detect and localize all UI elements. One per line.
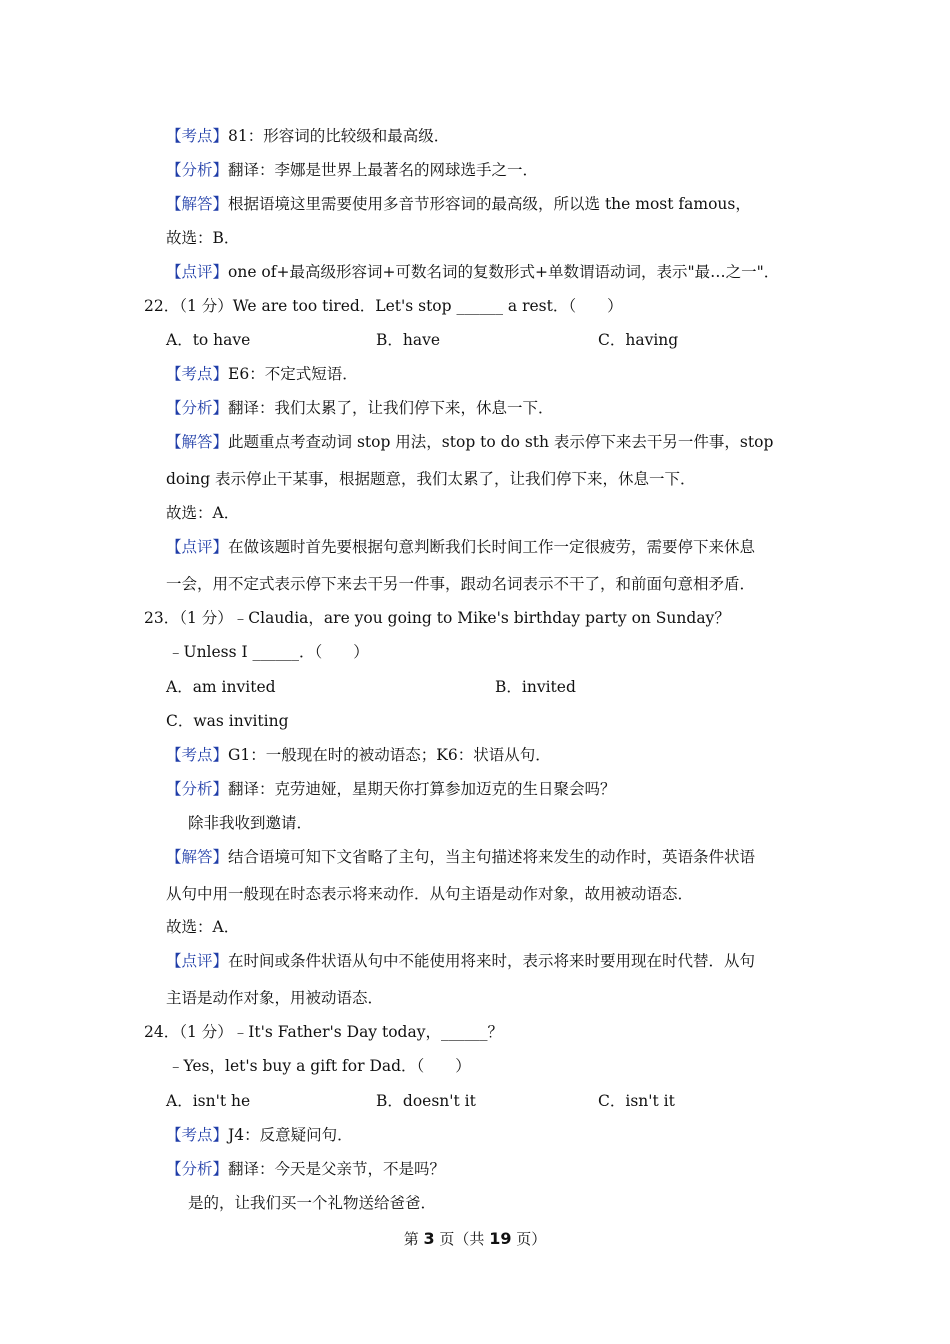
- q24-fenxi-cont: 是的，让我们买一个礼物送给爸爸．: [188, 1194, 437, 1212]
- q23-dianping-cont: 主语是动作对象，用被动语态．: [166, 989, 384, 1007]
- q22-dianping: 【点评】在做该题时首先要根据句意判断我们长时间工作一定很疲劳，需要停下来休息: [166, 538, 756, 556]
- q22-option-c: C．having: [598, 331, 679, 349]
- q22-dianping-cont: 一会，用不定式表示停下来去干另一件事，跟动名词表示不干了，和前面句意相矛盾．: [166, 575, 756, 593]
- q22-fenxi: 【分析】翻译：我们太累了，让我们停下来，休息一下．: [166, 399, 554, 417]
- q22-option-a: A．to have: [166, 331, 251, 349]
- q23-option-c: C．was inviting: [166, 712, 289, 730]
- q23-stem-reply: ﹣Unless I ______．（ ）: [168, 643, 369, 661]
- q24-stem: 24．（1 分）﹣It's Father's Day today，______？: [144, 1023, 503, 1041]
- q21-fenxi: 【分析】翻译：李娜是世界上最著名的网球选手之一．: [166, 161, 539, 179]
- q24-fenxi: 【分析】翻译：今天是父亲节，不是吗？: [166, 1160, 446, 1178]
- q22-kaodian: 【考点】E6：不定式短语．: [166, 365, 358, 383]
- q23-fenxi: 【分析】翻译：克劳迪娅，星期天你打算参加迈克的生日聚会吗？: [166, 780, 616, 798]
- q23-fenxi-cont: 除非我收到邀请．: [188, 814, 313, 832]
- q23-dianping: 【点评】在时间或条件状语从句中不能使用将来时，表示将来时要用现在时代替．从句: [166, 952, 756, 970]
- q21-jieda: 【解答】根据语境这里需要使用多音节形容词的最高级，所以选 the most famous，: [166, 195, 751, 213]
- q21-kaodian: 【考点】81：形容词的比较级和最高级．: [166, 127, 450, 145]
- q21-dianping: 【点评】one of+最高级形容词+可数名词的复数形式+单数谓语动词，表示"最…之一"．: [166, 263, 780, 281]
- q21-answer: 故选：B．: [166, 229, 240, 247]
- q24-option-b: B．doesn't it: [376, 1092, 476, 1110]
- q23-option-b: B．invited: [495, 678, 576, 696]
- q22-stem: 22．（1 分）We are too tired．Let's stop ______ a rest．（ ）: [144, 297, 623, 315]
- q23-option-a: A．am invited: [166, 678, 276, 696]
- q24-option-c: C．isn't it: [598, 1092, 675, 1110]
- current-page-number: 3: [423, 1229, 435, 1248]
- q22-jieda: 【解答】此题重点考查动词 stop 用法，stop to do sth 表示停下来去干另一件事，stop: [166, 433, 774, 451]
- q22-jieda-cont: doing 表示停止干某事，根据题意，我们太累了，让我们停下来，休息一下．: [166, 470, 696, 488]
- q23-stem: 23．（1 分）﹣Claudia，are you going to Mike's birthday party on Sunday？: [144, 609, 730, 627]
- q23-kaodian: 【考点】G1：一般现在时的被动语态；K6：状语从句．: [166, 746, 551, 764]
- q22-option-b: B．have: [376, 331, 441, 349]
- q24-option-a: A．isn't he: [166, 1092, 251, 1110]
- q22-answer: 故选：A．: [166, 504, 240, 522]
- page-footer: 第 3 页（共 19 页）: [403, 1229, 547, 1248]
- q23-answer: 故选：A．: [166, 918, 240, 936]
- q24-kaodian: 【考点】J4：反意疑问句．: [166, 1126, 353, 1144]
- total-pages: 19: [489, 1229, 512, 1248]
- q23-jieda: 【解答】结合语境可知下文省略了主句，当主句描述将来发生的动作时，英语条件状语: [166, 848, 756, 866]
- q24-stem-reply: ﹣Yes，let's buy a gift for Dad．（ ）: [168, 1057, 471, 1075]
- q23-jieda-cont: 从句中用一般现在时态表示将来动作．从句主语是动作对象，故用被动语态．: [166, 885, 694, 903]
